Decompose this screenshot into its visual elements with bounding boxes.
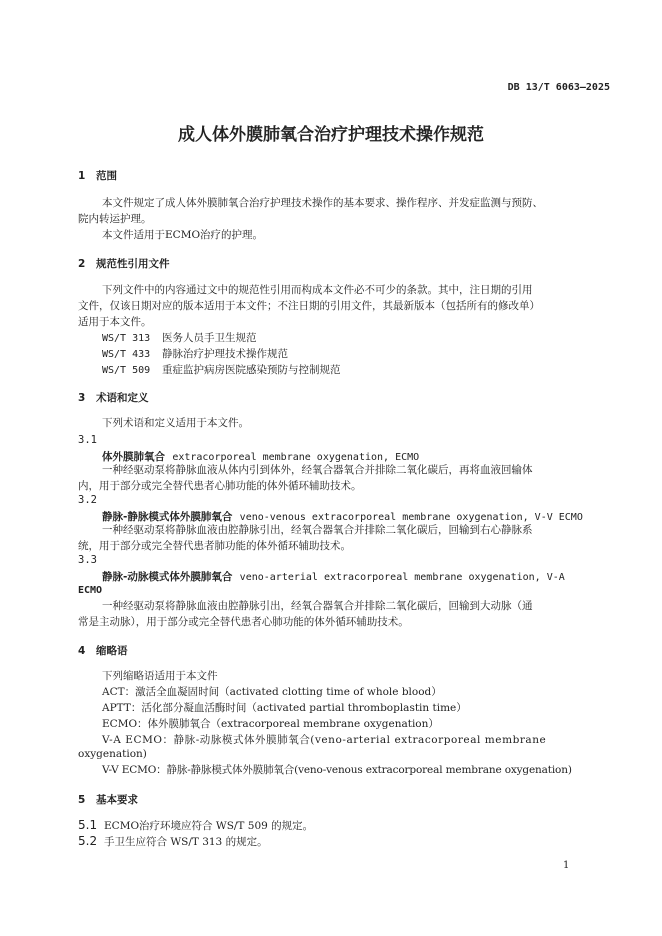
abbreviation-item: ACT：激活全血凝固时间（activated clotting time of whole blood）	[102, 686, 442, 698]
term-en: veno-arterial extracorporeal membrane oxygenation, V-A	[239, 572, 565, 583]
reference-code: WS/T 313	[102, 333, 151, 344]
term-en: veno-venous extracorporeal membrane oxygenation, V-V ECMO	[239, 512, 583, 523]
clause-number: 3.3	[78, 554, 97, 566]
term-definition-line: 常是主动脉），用于部分或完全替代患者心肺功能的体外循环辅助技术。	[78, 616, 409, 628]
reference-name: 医务人员手卫生规范	[162, 332, 257, 344]
abbreviation-item: V-A ECMO：静脉-动脉模式体外膜肺氧合(veno-arterial extracorporeal membrane	[102, 734, 547, 746]
section-2-paragraph-line: 文件，仅该日期对应的版本适用于本文件；不注日期的引用文件，其最新版本（包括所有的修改单）	[78, 300, 540, 312]
section-title: 规范性引用文件	[96, 258, 170, 270]
term-definition-line: 一种经驱动泵将静脉血液从体内引到体外，经氧合器氧合并排除二氧化碳后，再将血液回输体	[102, 464, 533, 476]
section-number: 3	[78, 392, 86, 404]
section-2-paragraph-line: 适用于本文件。	[78, 316, 152, 328]
section-number: 1	[78, 170, 86, 182]
reference-code: WS/T 509	[102, 365, 151, 376]
page-number: 1	[563, 860, 570, 871]
section-3-intro: 下列术语和定义适用于本文件。	[102, 417, 249, 429]
requirement-number: 5.2	[78, 834, 98, 848]
reference-item	[102, 346, 288, 363]
abbreviation-item: ECMO：体外膜肺氧合（extracorporeal membrane oxygenation）	[102, 718, 439, 730]
clause-number: 3.2	[78, 494, 97, 506]
section-title: 基本要求	[96, 794, 138, 806]
clause-number: 3.1	[78, 434, 97, 446]
requirement-number: 5.1	[78, 818, 98, 832]
term-definition-line: 内，用于部分或完全替代患者心肺功能的体外循环辅助技术。	[78, 480, 362, 492]
requirement-text: ECMO治疗环境应符合 WS/T 509 的规定。	[104, 820, 314, 832]
term-zh: 静脉-静脉模式体外膜肺氧合	[102, 511, 233, 523]
reference-code: WS/T 433	[102, 349, 151, 360]
requirement-item	[78, 834, 268, 849]
term-en-line: ECMO	[78, 585, 103, 596]
section-number: 2	[78, 258, 86, 270]
section-2-heading	[78, 256, 170, 271]
reference-name: 静脉治疗护理技术操作规范	[162, 348, 288, 360]
abbreviation-item: APTT：活化部分凝血活酶时间（activated partial thromboplastin time）	[102, 702, 467, 714]
reference-name: 重症监护病房医院感染预防与控制规范	[162, 364, 341, 376]
standard-number: DB 13/T 6063—2025	[507, 82, 610, 93]
section-1-paragraph: 本文件适用于ECMO治疗的护理。	[102, 229, 264, 241]
term-zh: 体外膜肺氧合	[102, 451, 165, 463]
term-definition-line: 统，用于部分或完全替代患者肺功能的体外循环辅助技术。	[78, 540, 351, 552]
document-title: 成人体外膜肺氧合治疗护理技术操作规范	[178, 125, 484, 145]
term-en-continuation	[78, 584, 102, 596]
abbreviation-intro: 下列缩略语适用于本文件	[102, 670, 218, 682]
requirement-item	[78, 818, 313, 833]
section-4-heading	[78, 643, 128, 658]
section-1-paragraph-line: 本文件规定了成人体外膜肺氧合治疗护理技术操作的基本要求、操作程序、并发症监测与预防、	[102, 197, 543, 209]
section-number: 4	[78, 645, 86, 657]
term-en: extracorporeal membrane oxygenation, ECMO	[172, 452, 420, 463]
requirement-text: 手卫生应符合 WS/T 313 的规定。	[104, 836, 268, 848]
term-definition-line: 一种经驱动泵将静脉血液由腔静脉引出，经氧合器氧合并排除二氧化碳后，回输到右心静脉系	[102, 524, 533, 536]
section-number: 5	[78, 794, 86, 806]
section-1-paragraph-line: 院内转运护理。	[78, 213, 152, 225]
abbreviation-item-continuation: oxygenation)	[78, 748, 147, 760]
term-heading	[102, 569, 565, 584]
section-1-heading	[78, 168, 117, 183]
section-title: 术语和定义	[96, 392, 149, 404]
abbreviation-item: V-V ECMO：静脉-静脉模式体外膜肺氧合(veno-venous extracorporeal membrane oxygenation)	[102, 764, 572, 776]
term-zh: 静脉-动脉模式体外膜肺氧合	[102, 571, 233, 583]
section-2-paragraph-line: 下列文件中的内容通过文中的规范性引用而构成本文件必不可少的条款。其中，注日期的引用	[102, 284, 533, 296]
section-title: 缩略语	[96, 645, 128, 657]
section-title: 范围	[96, 170, 117, 182]
reference-item	[102, 362, 341, 379]
reference-item	[102, 330, 257, 347]
term-definition-line: 一种经驱动泵将静脉血液由腔静脉引出，经氧合器氧合并排除二氧化碳后，回输到大动脉（通	[102, 600, 533, 612]
section-5-heading	[78, 792, 138, 807]
section-3-heading	[78, 390, 149, 405]
